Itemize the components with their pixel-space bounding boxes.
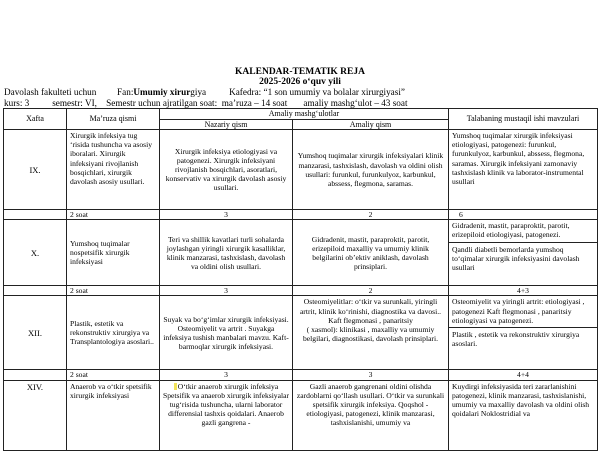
academic-year: 2025-2026 o‘quv yili <box>259 77 341 87</box>
lecture-cell: Anaerob va o‘tkir spetsifik xirurgik infeksiyasi <box>67 380 160 450</box>
lecture-cell: Xirurgik infeksiya tug ‘risida tushuncha va asosiy iboralari. Xirurgik infeksiyani rivojlanish bosqichlari, xirurgik davolash asosiy usullari. <box>67 130 160 210</box>
week-cell: IX. <box>4 130 67 210</box>
theory-cell: Xirurgik infeksiya etiologiyasi va patogenezi. Xirurgik infeksiyani rivojlanish bosqichlari, asoratlari, konservativ va xirurgik davolash asosiy usullari. <box>160 130 293 210</box>
theory-text: O‘tkir anaerob xirurgik infeksiya Spetsifik va anaerob xirurgik infeksiyalar tug‘risida tushuncha, ularni laborator differensial tashxis qoidalari. Anaerob gazli gangrena - <box>163 381 289 427</box>
hours-theory: 3 <box>160 286 293 296</box>
semester: semestr: VI, <box>52 98 97 108</box>
table-row <box>4 296 598 370</box>
independent-cell <box>449 296 598 370</box>
independent-cell: Yumshoq tuqimalar xirurgik infeksiyasi etiologiyasi, patogenezi: furunkul, furunkulyoz, karbunkul, abssess, flegmona, saramas. Xirurgik infeksiyani zamonaviy tashxislash klinik va laborator-instrumental usullari <box>449 130 598 210</box>
hours-summary: Semestr uchun ajratilgan soat: ma’ruza – 14 soat amaliy mashg‘ulot – 43 soat <box>106 98 408 108</box>
theory-cell: Teri va shillik kavatlari turli sohalarda joylashgan yiringli xirurgik kasalliklar, klinik manzarasi, tashxislash, davolash va oldini olish usullari. <box>160 220 293 286</box>
independent-cell <box>449 220 598 286</box>
hours-applied: 2 <box>293 210 449 220</box>
fan-label: Fan: <box>117 87 134 97</box>
schedule-table <box>3 108 598 451</box>
header-independent: Talabaning mustaqil ishi mavzulari <box>449 109 598 130</box>
applied-cell: Yumshoq tuqimalar xirurgik infeksiyalari klinik manzarasi, tashxislash, davolash va oldini olish usullari: furunkul, furunkulyoz, karbunkul, abssess, flegmona, saramas. <box>293 130 449 210</box>
independent-cell: Kuydirgi infeksiyasida teri zararlanishini patogenezi, klinik manzarasi, tashxislanishi, umumiy va maxalliy davolash va oldini olish qoidalari Noklostridial va <box>449 380 598 450</box>
meta-line-2 <box>4 98 408 108</box>
header-lecture: Ma’ruza qismi <box>67 109 160 130</box>
table-row <box>4 220 598 286</box>
hours-theory: 3 <box>160 210 293 220</box>
independent-topic-1: Osteomiyelit va yiringli artrit: etiologiyasi , patogenezi Kaft flegmonasi , panaritsiy etiologiyasi va patogenezi. <box>452 297 585 325</box>
hours-lecture: 2 soat <box>67 210 160 220</box>
week-cell: XII. <box>4 296 67 370</box>
independent-topic-2: Plastik , estetik va rekonstruktiv xirurgiya asoslari. <box>449 327 597 348</box>
hours-row <box>4 286 598 296</box>
course: kurs: 3 <box>4 98 30 108</box>
hours-lecture: 2 soat <box>67 370 160 380</box>
lecture-cell: Yumshoq tuqimalar nospetsifik xirurgik infeksiyasi <box>67 220 160 286</box>
fan-value: Umumiy xirur <box>133 87 191 97</box>
text-cursor-highlight <box>174 383 177 390</box>
header-practical: Amaliy mashg‘ulotlar <box>160 109 449 120</box>
theory-cell <box>160 380 293 450</box>
independent-topic-2: Qandli diabetli bemorlarda yumshoq to‘qimalar xirurgik infeksiyasini davolash usullari <box>449 242 597 272</box>
header-week: Xafta <box>4 109 67 130</box>
week-cell: X. <box>4 220 67 286</box>
hours-applied: 3 <box>293 370 449 380</box>
hours-independent: 4+3 <box>449 286 598 296</box>
header-theory: Nazariy qism <box>160 119 293 130</box>
header-applied: Amaliy qism <box>293 119 449 130</box>
theory-cell: Suyak va bo‘g‘imlar xirurgik infeksiyasi. Osteomiyelit va artrit . Suyakga infeksiya tushish manbalari mavzu. Kaft-barmoqlar xirurgik infeksiyasi. <box>160 296 293 370</box>
week-cell: XIV. <box>4 380 67 450</box>
kafedra: Kafedra: “1 son umumiy va bolalar xirurgiyasi” <box>229 87 405 97</box>
hours-applied: 2 <box>293 286 449 296</box>
independent-topic-1: Gidradenit, mastit, paraproktit, parotit, erizepiloid etiologiyasi, patogenezi. <box>452 221 570 240</box>
hours-independent: 4+4 <box>449 370 598 380</box>
table-row <box>4 130 598 210</box>
meta-line-1 <box>4 87 405 97</box>
applied-cell: Gazli anaerob gangrenani oldini olishda zardoblarni qo‘llash usullari. O‘tkir va surunkali spetsifik xirurgik infeksiya. Qoqshol - etiologiyasi, patogenezi, klinik manzarasi, tashxislanishi, umumiy va <box>293 380 449 450</box>
table-row <box>4 380 598 450</box>
hours-theory: 3 <box>160 370 293 380</box>
fan-tail: giya <box>190 87 207 97</box>
hours-independent: 6 <box>449 210 598 220</box>
lecture-cell: Plastik, estetik va rekonstruktiv xirurgiya va Transplantologiya asoslari.. <box>67 296 160 370</box>
faculty: Davolash fakulteti uchun <box>4 87 97 97</box>
applied-cell: Gidradenit, mastit, paraproktit, parotit, erizepiloid maxalliy va umumiy klinik belgilarini ob’ektiv aniklash, davolash prinsiplari. <box>293 220 449 286</box>
hours-lecture: 2 soat <box>67 286 160 296</box>
hours-row <box>4 370 598 380</box>
page-title: KALENDAR-TEMATIK REJA <box>235 67 365 77</box>
hours-row <box>4 210 598 220</box>
applied-cell: Osteomiyelitlar: o‘tkir va surunkali, yiringli artrit, klinik ko‘rinishi, diagnostika va davosi.. Kaft flegmonasi , panaritsiy ( xasmol): klinikasi , maxalliy va umumiy belgilari, diagnostikasi, davolash prinsiplari. <box>293 296 449 370</box>
